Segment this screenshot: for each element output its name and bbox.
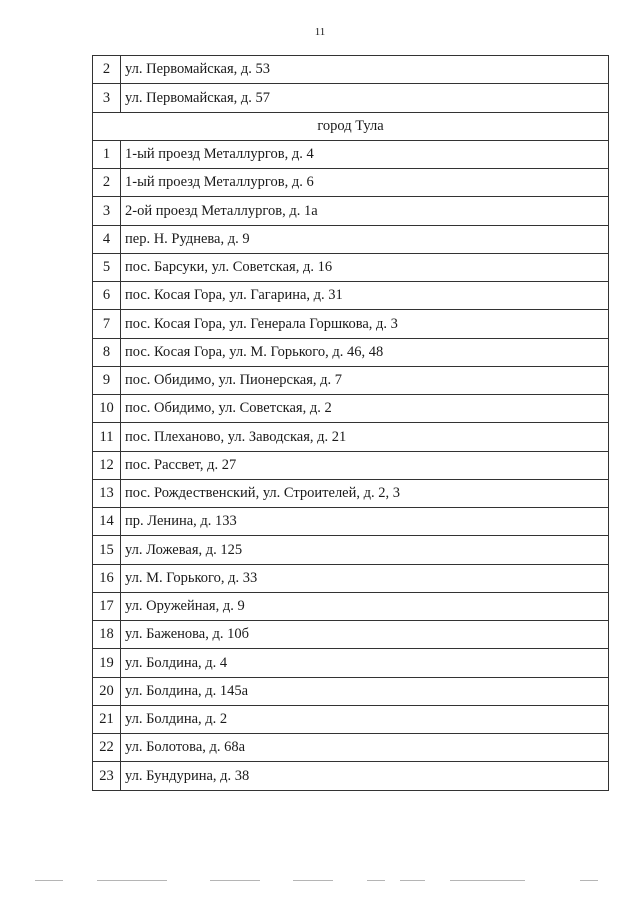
row-number: 20 <box>93 677 121 705</box>
table-row <box>93 423 609 451</box>
row-number: 23 <box>93 762 121 790</box>
row-number: 8 <box>93 338 121 366</box>
table-row <box>93 282 609 310</box>
row-number: 22 <box>93 734 121 762</box>
row-number: 12 <box>93 451 121 479</box>
row-address: пос. Косая Гора, ул. М. Горького, д. 46, 48 <box>121 338 609 366</box>
table-row <box>93 338 609 366</box>
table-row <box>93 366 609 394</box>
table-row <box>93 310 609 338</box>
table-row <box>93 734 609 762</box>
row-number: 7 <box>93 310 121 338</box>
table-row <box>93 536 609 564</box>
table-row <box>93 479 609 507</box>
row-number: 9 <box>93 366 121 394</box>
table-row <box>93 677 609 705</box>
table-row <box>93 225 609 253</box>
row-address: 2-ой проезд Металлургов, д. 1а <box>121 197 609 225</box>
row-number: 4 <box>93 225 121 253</box>
row-address: ул. Первомайская, д. 57 <box>121 84 609 112</box>
row-number: 11 <box>93 423 121 451</box>
row-number: 14 <box>93 508 121 536</box>
row-address: пос. Косая Гора, ул. Генерала Горшкова, д. 3 <box>121 310 609 338</box>
row-number: 3 <box>93 84 121 112</box>
table-row <box>93 564 609 592</box>
row-address: ул. Болдина, д. 145а <box>121 677 609 705</box>
table-row <box>93 451 609 479</box>
row-number: 2 <box>93 56 121 84</box>
table-row <box>93 762 609 790</box>
section-title: город Тула <box>93 112 609 140</box>
table-row <box>93 592 609 620</box>
table-row <box>93 395 609 423</box>
table-row <box>93 169 609 197</box>
row-address: ул. Баженова, д. 10б <box>121 621 609 649</box>
row-address: ул. Болдина, д. 2 <box>121 705 609 733</box>
row-address: пос. Обидимо, ул. Пионерская, д. 7 <box>121 366 609 394</box>
row-number: 15 <box>93 536 121 564</box>
address-table-body <box>93 56 609 791</box>
row-address: ул. Болдина, д. 4 <box>121 649 609 677</box>
table-row <box>93 705 609 733</box>
table-row <box>93 253 609 281</box>
row-address: пос. Рождественский, ул. Строителей, д. 2, 3 <box>121 479 609 507</box>
section-header-row <box>93 112 609 140</box>
row-address: ул. Бундурина, д. 38 <box>121 762 609 790</box>
row-address: 1-ый проезд Металлургов, д. 6 <box>121 169 609 197</box>
table-row <box>93 508 609 536</box>
row-number: 1 <box>93 140 121 168</box>
row-address: пос. Косая Гора, ул. Гагарина, д. 31 <box>121 282 609 310</box>
address-table <box>92 55 609 791</box>
row-number: 2 <box>93 169 121 197</box>
row-address: ул. М. Горького, д. 33 <box>121 564 609 592</box>
row-address: 1-ый проезд Металлургов, д. 4 <box>121 140 609 168</box>
row-number: 16 <box>93 564 121 592</box>
table-row <box>93 84 609 112</box>
row-number: 19 <box>93 649 121 677</box>
row-number: 21 <box>93 705 121 733</box>
row-number: 5 <box>93 253 121 281</box>
row-address: ул. Оружейная, д. 9 <box>121 592 609 620</box>
row-address: ул. Ложевая, д. 125 <box>121 536 609 564</box>
row-number: 17 <box>93 592 121 620</box>
row-address: пер. Н. Руднева, д. 9 <box>121 225 609 253</box>
row-address: пос. Рассвет, д. 27 <box>121 451 609 479</box>
row-address: пос. Барсуки, ул. Советская, д. 16 <box>121 253 609 281</box>
table-row <box>93 649 609 677</box>
table-row <box>93 621 609 649</box>
row-address: ул. Первомайская, д. 53 <box>121 56 609 84</box>
row-address: пос. Плеханово, ул. Заводская, д. 21 <box>121 423 609 451</box>
row-number: 10 <box>93 395 121 423</box>
table-row <box>93 140 609 168</box>
row-address: пр. Ленина, д. 133 <box>121 508 609 536</box>
row-number: 6 <box>93 282 121 310</box>
page-number: 11 <box>314 26 326 38</box>
row-address: пос. Обидимо, ул. Советская, д. 2 <box>121 395 609 423</box>
row-number: 18 <box>93 621 121 649</box>
table-row <box>93 56 609 84</box>
table-row <box>93 197 609 225</box>
scan-artifact-line <box>35 880 605 882</box>
row-number: 3 <box>93 197 121 225</box>
row-address: ул. Болотова, д. 68а <box>121 734 609 762</box>
row-number: 13 <box>93 479 121 507</box>
